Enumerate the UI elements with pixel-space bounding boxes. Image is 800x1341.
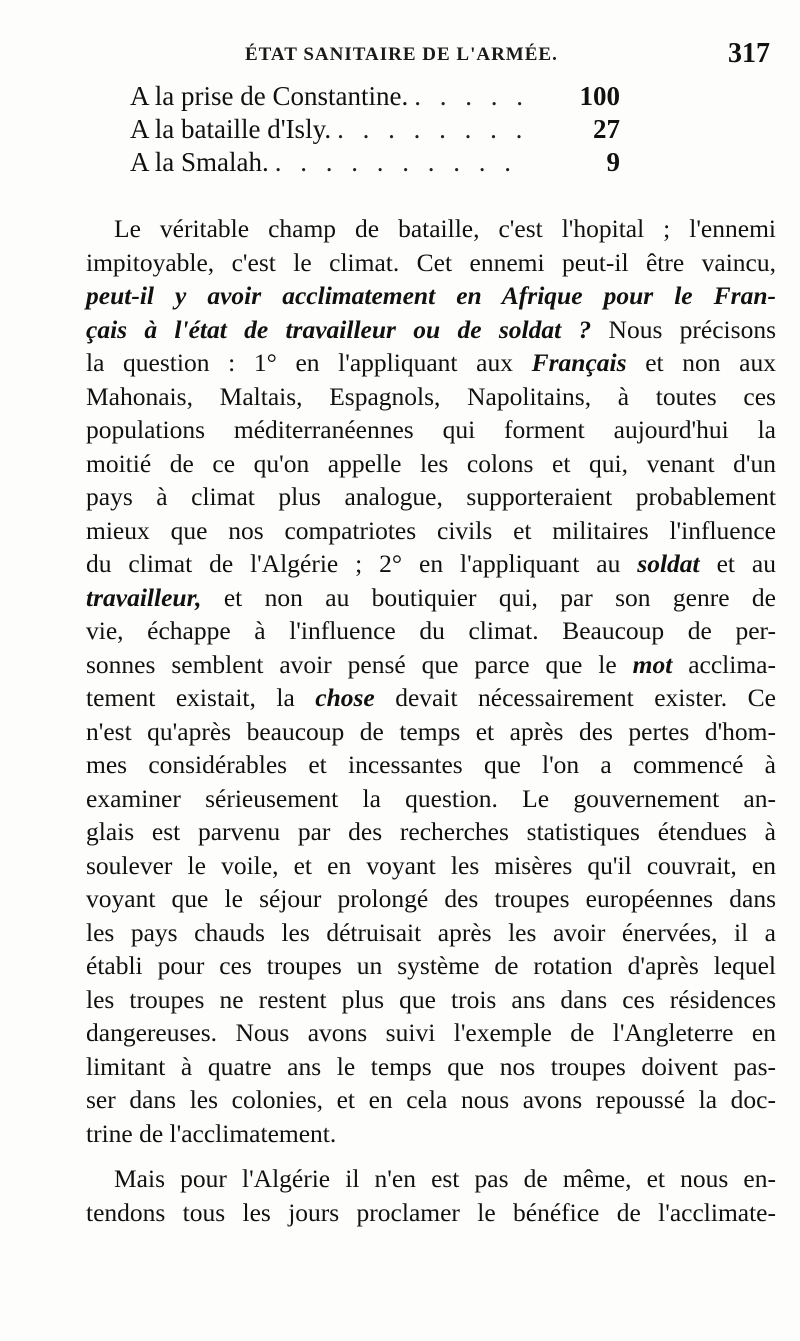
text-line: tendons tous les jours proclamer le bénéfice de l'acclimate- — [86, 1197, 776, 1227]
text-line: vie, échappe à l'influence du climat. Beaucoup de per- — [86, 616, 776, 645]
text-line — [86, 547, 776, 581]
page-header — [90, 38, 770, 78]
text-segment: tement existait, la — [86, 683, 316, 712]
text-line: voyant que le séjour prolongé des troupes européennes dans — [86, 884, 776, 913]
body-text — [86, 212, 776, 1229]
italic-text: soldat — [637, 549, 700, 578]
italic-text: Français — [531, 348, 627, 377]
running-title: ÉTAT SANITAIRE DE L'ARMÉE. — [245, 44, 558, 65]
text-segment: et au — [699, 549, 776, 578]
text-line: Le véritable champ de bataille, c'est l'hopital ; l'ennemi — [114, 214, 776, 243]
text-line: les troupes ne restent plus que trois ans dans ces résidences — [86, 984, 776, 1014]
text-line: les pays chauds les détruisait après les avoir énervées, il a — [86, 917, 776, 947]
text-line — [86, 346, 776, 380]
dot-leader: . . . . . — [414, 81, 529, 111]
text-line: examiner sérieusement la question. Le gouvernement an- — [86, 783, 776, 813]
text-segment: et non au boutiquier qui, par son genre de — [201, 582, 776, 612]
text-line: dangereuses. Nous avons suivi l'exemple de l'Angleterre en — [86, 1018, 776, 1047]
paragraph — [86, 212, 776, 1150]
stat-value: 9 — [606, 147, 620, 177]
list-item — [130, 113, 620, 146]
italic-text: travailleur, — [86, 582, 202, 612]
dot-leader: . . . . . . . . — [337, 114, 529, 144]
dot-leader: . . . . . . . . . . — [274, 147, 517, 177]
text-segment: devait nécessairement exister. Ce — [374, 683, 776, 712]
text-segment: sonnes semblent avoir pensé que parce que le — [86, 649, 633, 679]
text-line: n'est qu'après beaucoup de temps et après des pertes d'hom- — [86, 716, 776, 746]
italic-text: chose — [315, 683, 375, 712]
text-line: soulever le voile, et en voyant les misères qu'il couvrait, en — [86, 850, 776, 880]
text-line: impitoyable, c'est le climat. Cet ennemi peut-il être vaincu, — [86, 247, 776, 277]
stat-label: A la Smalah. — [130, 147, 269, 177]
text-line: moitié de ce qu'on appelle les colons et qui, venant d'un — [86, 448, 776, 478]
text-line: mieux que nos compatriotes civils et militaires l'influence — [86, 515, 776, 545]
stat-value: 100 — [579, 81, 620, 111]
paragraph — [86, 1162, 776, 1229]
stat-value: 27 — [593, 114, 620, 144]
text-segment: la question : 1° en l'appliquant aux — [86, 348, 532, 377]
italic-text: çais à l'état de travailleur ou de soldat ? — [86, 314, 592, 344]
text-segment: du climat de l'Algérie ; 2° en l'appliquant au — [86, 549, 638, 578]
list-item — [130, 146, 620, 179]
text-segment: et non aux — [626, 348, 776, 377]
text-line — [86, 279, 776, 313]
casualty-list — [130, 80, 620, 179]
stat-label: A la bataille d'Isly. — [130, 114, 332, 144]
text-line — [86, 581, 776, 615]
italic-text: peut-il y avoir acclimatement en Afrique pour le Fran- — [86, 281, 776, 310]
text-line: populations méditerranéennes qui forment aujourd'hui la — [86, 415, 776, 444]
text-segment: acclima- — [672, 649, 776, 679]
text-line: mes considérables et incessantes que l'on a commencé à — [86, 750, 776, 779]
text-line: pays à climat plus analogue, supporteraient probablement — [86, 482, 776, 511]
stat-label: A la prise de Constantine. — [130, 81, 409, 111]
page-number: 317 — [728, 38, 770, 69]
list-item — [130, 80, 620, 113]
text-line: établi pour ces troupes un système de rotation d'après lequel — [86, 951, 776, 980]
text-segment: Nous précisons — [591, 314, 776, 344]
text-line: trine de l'acclimatement. — [86, 1118, 337, 1148]
text-line — [86, 648, 776, 682]
text-line: glais est parvenu par des recherches statistiques étendues à — [86, 817, 776, 846]
text-line: Mahonais, Maltais, Espagnols, Napolitains, à toutes ces — [86, 381, 776, 411]
italic-text: mot — [632, 649, 673, 679]
text-line — [86, 681, 776, 715]
text-line: Mais pour l'Algérie il n'en est pas de même, et nous en- — [114, 1164, 776, 1193]
text-line — [86, 313, 776, 347]
text-line: ser dans les colonies, et en cela nous avons repoussé la doc- — [86, 1085, 776, 1114]
text-line: limitant à quatre ans le temps que nos troupes doivent pas- — [86, 1051, 776, 1081]
